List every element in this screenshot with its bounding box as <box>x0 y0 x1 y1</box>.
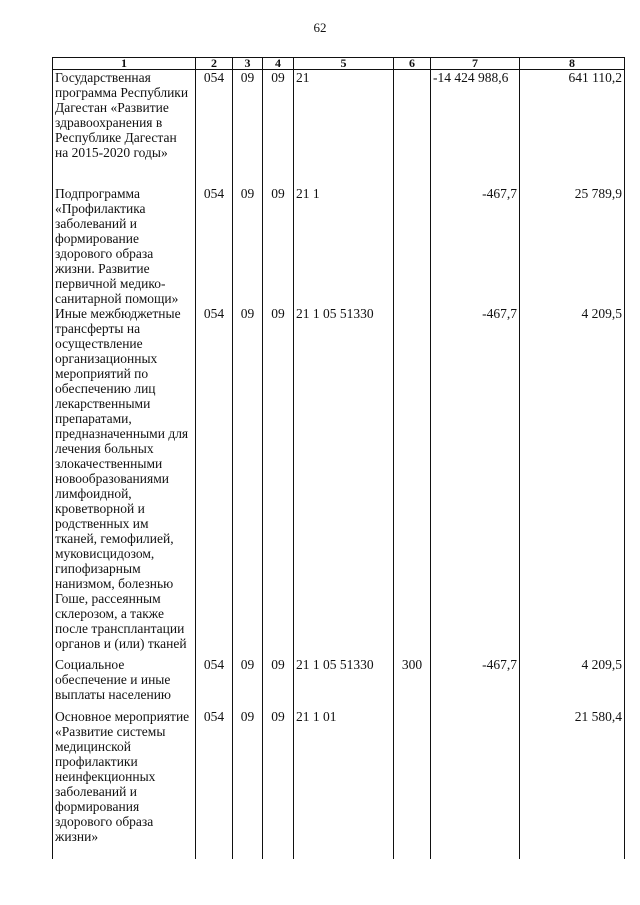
row-name: Государственная программа Республики Дагестан «Развитие здравоохранения в Республике Дагестан на 2015-2020 годы» <box>53 70 196 186</box>
cell-col2: 054 <box>196 186 233 306</box>
table-row <box>53 657 625 709</box>
cell-col8: 4 209,5 <box>520 306 625 657</box>
cell-col3: 09 <box>233 306 263 657</box>
cell-col4: 09 <box>263 657 294 709</box>
row-name: Подпрограмма «Профилактика заболеваний и формирование здорового образа жизни. Развитие первичной медико-санитарной помощи» <box>53 186 196 306</box>
cell-col4: 09 <box>263 709 294 859</box>
row-name: Основное мероприятие «Развитие системы медицинской профилактики неинфекционных заболеваний и формирования здорового образа жизни» <box>53 709 196 859</box>
page-number: 62 <box>313 20 327 35</box>
cell-col7: -467,7 <box>431 186 520 306</box>
budget-table <box>52 57 625 859</box>
cell-col6: 300 <box>394 657 431 709</box>
cell-col8: 641 110,2 <box>520 70 625 186</box>
cell-col3: 09 <box>233 709 263 859</box>
col-header-8: 8 <box>520 58 625 70</box>
col-header-2: 2 <box>196 58 233 70</box>
cell-col5: 21 <box>294 70 394 186</box>
cell-col5: 21 1 <box>294 186 394 306</box>
cell-col5: 21 1 01 <box>294 709 394 859</box>
cell-col7: -467,7 <box>431 306 520 657</box>
col-header-1: 1 <box>53 58 196 70</box>
row-name: Иные межбюджетные трансферты на осуществление организационных мероприятий по обеспечению лиц лекарственными препаратами, предназначенными для лечения больных злокачественными новообразованиями лимфоидной, кроветворной и родственных им тканей, гемофилией, муковисцидозом, гипофизарным нанизмом, болезнью Гоше, рассеянным склерозом, а также после трансплантации органов и (или) тканей <box>53 306 196 657</box>
table-row <box>53 306 625 657</box>
cell-col8: 21 580,4 <box>520 709 625 859</box>
cell-col4: 09 <box>263 306 294 657</box>
col-header-7: 7 <box>431 58 520 70</box>
table-row <box>53 70 625 186</box>
cell-col4: 09 <box>263 70 294 186</box>
cell-col5: 21 1 05 51330 <box>294 657 394 709</box>
col-header-3: 3 <box>233 58 263 70</box>
header-row <box>53 58 625 70</box>
row-name: Социальное обеспечение и иные выплаты населению <box>53 657 196 709</box>
cell-col2: 054 <box>196 306 233 657</box>
cell-col7 <box>431 709 520 859</box>
cell-col6 <box>394 709 431 859</box>
cell-col3: 09 <box>233 70 263 186</box>
cell-col7: -467,7 <box>431 657 520 709</box>
cell-col2: 054 <box>196 70 233 186</box>
cell-col6 <box>394 186 431 306</box>
cell-col7: -14 424 988,6 <box>431 70 520 186</box>
cell-col3: 09 <box>233 657 263 709</box>
table-row <box>53 186 625 306</box>
cell-col6 <box>394 306 431 657</box>
col-header-5: 5 <box>294 58 394 70</box>
cell-col8: 25 789,9 <box>520 186 625 306</box>
cell-col2: 054 <box>196 709 233 859</box>
col-header-4: 4 <box>263 58 294 70</box>
cell-col6 <box>394 70 431 186</box>
cell-col2: 054 <box>196 657 233 709</box>
cell-col4: 09 <box>263 186 294 306</box>
cell-col8: 4 209,5 <box>520 657 625 709</box>
table-row <box>53 709 625 859</box>
col-header-6: 6 <box>394 58 431 70</box>
cell-col5: 21 1 05 51330 <box>294 306 394 657</box>
cell-col3: 09 <box>233 186 263 306</box>
